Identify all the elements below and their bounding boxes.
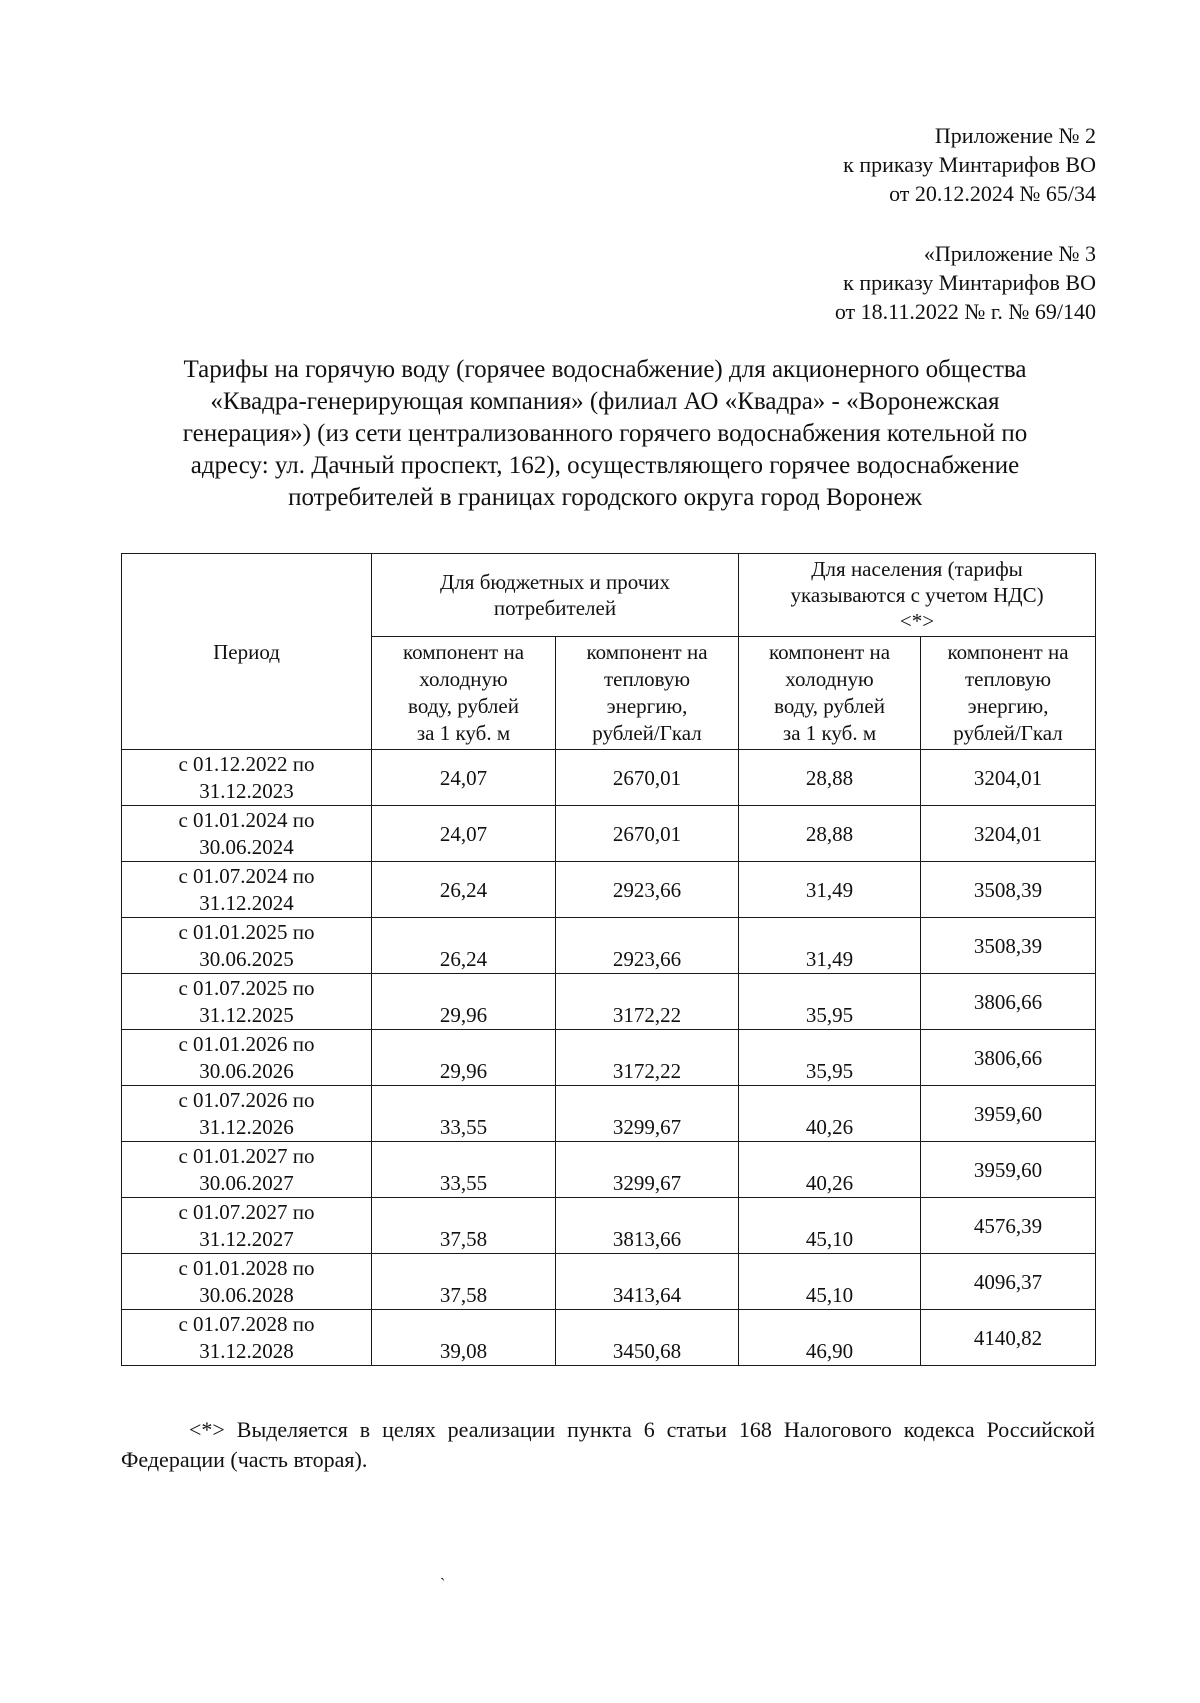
period-cell: с 01.01.2025 по 30.06.2025 — [122, 918, 372, 974]
table-row — [122, 1310, 1096, 1366]
value-cell: 35,95 — [739, 974, 921, 1030]
period-cell: с 01.01.2028 по 30.06.2028 — [122, 1254, 372, 1310]
annex-reference-original — [835, 239, 1096, 326]
value-cell: 28,88 — [739, 806, 921, 862]
value-cell: 3813,66 — [556, 1198, 739, 1254]
tariff-table — [121, 553, 1096, 1366]
value-cell: 3299,67 — [556, 1086, 739, 1142]
sub-header-cold-water: компонент на холодную воду, рублей за 1 куб. м — [372, 637, 556, 750]
value-cell: 3299,67 — [556, 1142, 739, 1198]
value-cell: 29,96 — [372, 974, 556, 1030]
value-cell: 3172,22 — [556, 1030, 739, 1086]
table-row — [122, 1198, 1096, 1254]
value-cell: 2670,01 — [556, 750, 739, 806]
value-cell: 31,49 — [739, 862, 921, 918]
value-cell: 29,96 — [372, 1030, 556, 1086]
value-cell: 2923,66 — [556, 862, 739, 918]
value-cell: 40,26 — [739, 1142, 921, 1198]
value-cell: 35,95 — [739, 1030, 921, 1086]
period-cell: с 01.07.2025 по 31.12.2025 — [122, 974, 372, 1030]
value-cell: 3172,22 — [556, 974, 739, 1030]
period-cell: с 01.12.2022 по 31.12.2023 — [122, 750, 372, 806]
value-cell: 3806,66 — [921, 1030, 1096, 1086]
value-cell: 28,88 — [739, 750, 921, 806]
table-row — [122, 862, 1096, 918]
value-cell: 3508,39 — [921, 918, 1096, 974]
table-row — [122, 1086, 1096, 1142]
value-cell: 2923,66 — [556, 918, 739, 974]
value-cell: 3413,64 — [556, 1254, 739, 1310]
value-cell: 45,10 — [739, 1198, 921, 1254]
title-line: адресу: ул. Дачный проспект, 162), осуществляющего горячее водоснабжение — [190, 452, 1020, 479]
annex-date: от 20.12.2024 № 65/34 — [889, 181, 1096, 206]
sub-header-cold-water: компонент на холодную воду, рублей за 1 куб. м — [739, 637, 921, 750]
annex-date: от 18.11.2022 № г. № 69/140 — [834, 299, 1096, 324]
annex-order: к приказу Минтарифов ВО — [843, 152, 1096, 177]
value-cell: 31,49 — [739, 918, 921, 974]
table-row — [122, 974, 1096, 1030]
stray-mark: ` — [440, 1576, 446, 1593]
value-cell: 24,07 — [372, 806, 556, 862]
value-cell: 3959,60 — [921, 1142, 1096, 1198]
value-cell: 3450,68 — [556, 1310, 739, 1366]
value-cell: 26,24 — [372, 918, 556, 974]
table-row — [122, 806, 1096, 862]
value-cell: 39,08 — [372, 1310, 556, 1366]
annex-order: к приказу Минтарифов ВО — [843, 270, 1096, 295]
title-line: потребителей в границах городского округа город Воронеж — [288, 484, 922, 511]
value-cell: 45,10 — [739, 1254, 921, 1310]
value-cell: 3959,60 — [921, 1086, 1096, 1142]
value-cell: 3204,01 — [921, 806, 1096, 862]
sub-header-heat-energy: компонент на тепловую энергию, рублей/Гкал — [556, 637, 739, 750]
value-cell: 4140,82 — [921, 1310, 1096, 1366]
value-cell: 37,58 — [372, 1198, 556, 1254]
title-line: генерация») (из сети централизованного горячего водоснабжения котельной по — [182, 420, 1028, 447]
value-cell: 4576,39 — [921, 1198, 1096, 1254]
table-row — [122, 1030, 1096, 1086]
document-title — [110, 354, 1100, 514]
value-cell: 3806,66 — [921, 974, 1096, 1030]
annex-number: «Приложение № 3 — [923, 241, 1096, 266]
period-header: Период — [122, 554, 372, 750]
value-cell: 2670,01 — [556, 806, 739, 862]
value-cell: 3204,01 — [921, 750, 1096, 806]
period-cell: с 01.01.2024 по 30.06.2024 — [122, 806, 372, 862]
annex-reference-current — [843, 121, 1096, 208]
title-line: Тарифы на горячую воду (горячее водоснабжение) для акционерного общества — [183, 356, 1027, 383]
value-cell: 33,55 — [372, 1142, 556, 1198]
period-cell: с 01.01.2026 по 30.06.2026 — [122, 1030, 372, 1086]
table-row — [122, 750, 1096, 806]
title-line: «Квадра-генерирующая компания» (филиал АО «Квадра» - «Воронежская — [210, 388, 1000, 415]
annex-number: Приложение № 2 — [934, 123, 1096, 148]
value-cell: 4096,37 — [921, 1254, 1096, 1310]
footnote: <*> Выделяется в целях реализации пункта 6 статьи 168 Налогового кодекса Российской Федерации (часть вторая). — [121, 1417, 1095, 1472]
group-header-population: Для населения (тарифы указываются с учетом НДС) <*> — [739, 554, 1096, 637]
period-cell: с 01.01.2027 по 30.06.2027 — [122, 1142, 372, 1198]
period-cell: с 01.07.2028 по 31.12.2028 — [122, 1310, 372, 1366]
value-cell: 3508,39 — [921, 862, 1096, 918]
period-cell: с 01.07.2027 по 31.12.2027 — [122, 1198, 372, 1254]
table-row — [122, 1142, 1096, 1198]
value-cell: 26,24 — [372, 862, 556, 918]
table-row — [122, 1254, 1096, 1310]
value-cell: 46,90 — [739, 1310, 921, 1366]
group-header-budget: Для бюджетных и прочих потребителей — [372, 554, 739, 637]
value-cell: 40,26 — [739, 1086, 921, 1142]
value-cell: 33,55 — [372, 1086, 556, 1142]
value-cell: 24,07 — [372, 750, 556, 806]
sub-header-heat-energy: компонент на тепловую энергию, рублей/Гкал — [921, 637, 1096, 750]
period-cell: с 01.07.2024 по 31.12.2024 — [122, 862, 372, 918]
table-row — [122, 918, 1096, 974]
value-cell: 37,58 — [372, 1254, 556, 1310]
period-cell: с 01.07.2026 по 31.12.2026 — [122, 1086, 372, 1142]
